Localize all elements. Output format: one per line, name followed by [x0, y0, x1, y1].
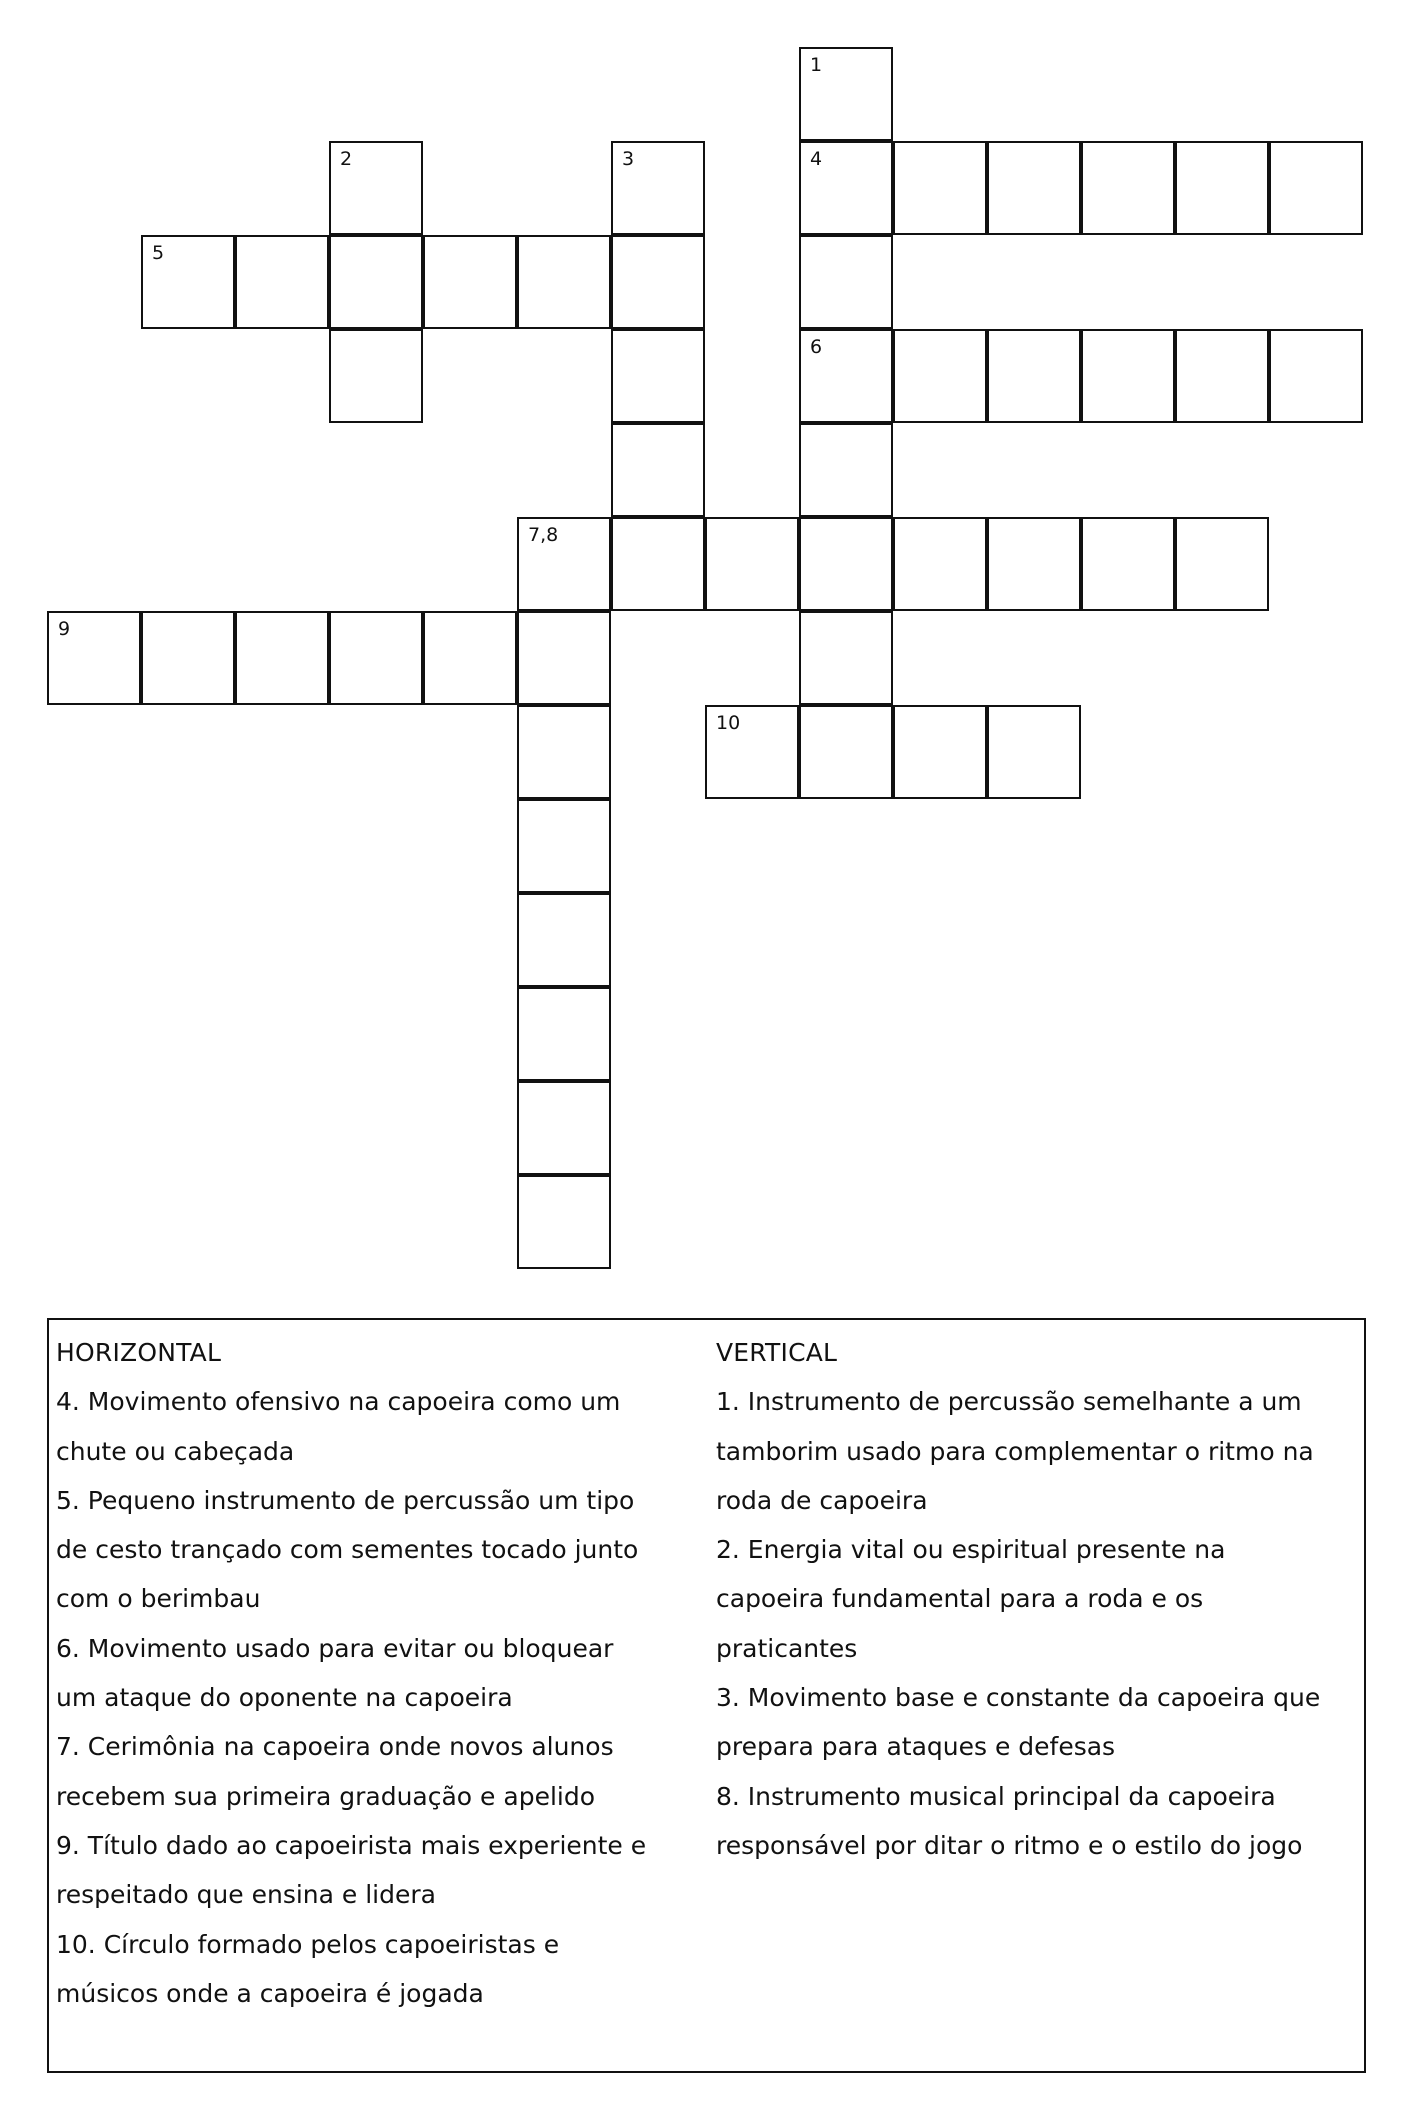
grid-cell[interactable]: [235, 235, 329, 329]
grid-cell[interactable]: [517, 799, 611, 893]
grid-cell[interactable]: [329, 235, 423, 329]
clue-line: responsável por ditar o ritmo e o estilo do jogo: [716, 1830, 1303, 1860]
grid-cell[interactable]: [799, 705, 893, 799]
clue-line: 2. Energia vital ou espiritual presente na: [716, 1535, 1226, 1565]
clue-line: 9. Título dado ao capoeirista mais experiente e: [56, 1830, 647, 1860]
clue-line: 5. Pequeno instrumento de percussão um tipo: [56, 1485, 635, 1515]
grid-cell[interactable]: [329, 611, 423, 705]
clue-number: 7,8: [528, 524, 559, 546]
clue-line: 8. Instrumento musical principal da capoeira: [716, 1781, 1276, 1811]
clue-line: 4. Movimento ofensivo na capoeira como um: [56, 1387, 621, 1417]
grid-cell[interactable]: [799, 329, 893, 423]
clue-line: músicos onde a capoeira é jogada: [56, 1978, 484, 2008]
grid-cell[interactable]: [799, 423, 893, 517]
grid-cell[interactable]: [705, 705, 799, 799]
grid-cell[interactable]: [799, 141, 893, 235]
clue-line: 1. Instrumento de percussão semelhante a um: [716, 1387, 1302, 1417]
clue-line: tamborim usado para complementar o ritmo na: [716, 1436, 1314, 1466]
clue-number: 4: [810, 148, 823, 170]
grid-cell[interactable]: [517, 893, 611, 987]
grid-cell[interactable]: [517, 705, 611, 799]
grid-cell[interactable]: [893, 141, 987, 235]
clue-line: roda de capoeira: [716, 1485, 928, 1515]
grid-cell[interactable]: [705, 517, 799, 611]
grid-cell[interactable]: [893, 329, 987, 423]
clue-number: 9: [58, 618, 71, 640]
grid-cell[interactable]: [987, 141, 1081, 235]
grid-cell[interactable]: [799, 517, 893, 611]
grid-cell[interactable]: [141, 611, 235, 705]
clue-line: respeitado que ensina e lidera: [56, 1880, 436, 1910]
grid-cell[interactable]: [893, 705, 987, 799]
grid-cell[interactable]: [987, 517, 1081, 611]
grid-cell[interactable]: [517, 1081, 611, 1175]
grid-cell[interactable]: [1175, 517, 1269, 611]
grid-cell[interactable]: [517, 517, 611, 611]
clue-line: praticantes: [716, 1633, 858, 1663]
clue-line: com o berimbau: [56, 1584, 261, 1614]
clue-line: recebem sua primeira graduação e apelido: [56, 1781, 596, 1811]
grid-cell[interactable]: [423, 235, 517, 329]
grid-cell[interactable]: [329, 329, 423, 423]
grid-cell[interactable]: [987, 705, 1081, 799]
grid-cell[interactable]: [1081, 141, 1175, 235]
grid-cell[interactable]: [1081, 329, 1175, 423]
grid-cell[interactable]: [329, 141, 423, 235]
grid-cell[interactable]: [1081, 517, 1175, 611]
grid-cell[interactable]: [611, 235, 705, 329]
clues-box: [47, 1318, 1366, 2073]
clue-number: 2: [340, 148, 353, 170]
clue-line: 6. Movimento usado para evitar ou bloquear: [56, 1633, 614, 1663]
grid-cell[interactable]: [423, 611, 517, 705]
grid-cell[interactable]: [799, 611, 893, 705]
grid-cell[interactable]: [517, 611, 611, 705]
grid-cell[interactable]: [799, 235, 893, 329]
clue-line: de cesto trançado com sementes tocado junto: [56, 1535, 639, 1565]
grid-cell[interactable]: [1269, 141, 1363, 235]
vertical-clues: [716, 1328, 1366, 1870]
clue-line: 3. Movimento base e constante da capoeira que: [716, 1683, 1321, 1713]
clue-line: chute ou cabeçada: [56, 1436, 295, 1466]
clue-line: 7. Cerimônia na capoeira onde novos alunos: [56, 1732, 614, 1762]
grid-cell[interactable]: [47, 611, 141, 705]
clue-line: capoeira fundamental para a roda e os: [716, 1584, 1204, 1614]
clue-number: 5: [152, 242, 165, 264]
grid-cell[interactable]: [517, 987, 611, 1081]
grid-cell[interactable]: [1175, 329, 1269, 423]
clue-number: 1: [810, 54, 823, 76]
grid-cell[interactable]: [1175, 141, 1269, 235]
grid-cell[interactable]: [1269, 329, 1363, 423]
grid-cell[interactable]: [611, 423, 705, 517]
clue-line: 10. Círculo formado pelos capoeiristas e: [56, 1929, 560, 1959]
horizontal-clues: [56, 1328, 706, 2018]
grid-cell[interactable]: [517, 235, 611, 329]
horizontal-heading: HORIZONTAL: [56, 1338, 222, 1367]
vertical-heading: VERTICAL: [716, 1338, 838, 1367]
clue-line: um ataque do oponente na capoeira: [56, 1683, 513, 1713]
grid-cell[interactable]: [517, 1175, 611, 1269]
grid-cell[interactable]: [893, 517, 987, 611]
grid-cell[interactable]: [611, 517, 705, 611]
clue-number: 6: [810, 336, 823, 358]
grid-cell[interactable]: [611, 141, 705, 235]
grid-cell[interactable]: [799, 47, 893, 141]
clue-line: prepara para ataques e defesas: [716, 1732, 1116, 1762]
grid-cell[interactable]: [987, 329, 1081, 423]
grid-cell[interactable]: [611, 329, 705, 423]
clue-number: 3: [622, 148, 635, 170]
grid-cell[interactable]: [141, 235, 235, 329]
clue-number: 10: [716, 712, 741, 734]
grid-cell[interactable]: [235, 611, 329, 705]
